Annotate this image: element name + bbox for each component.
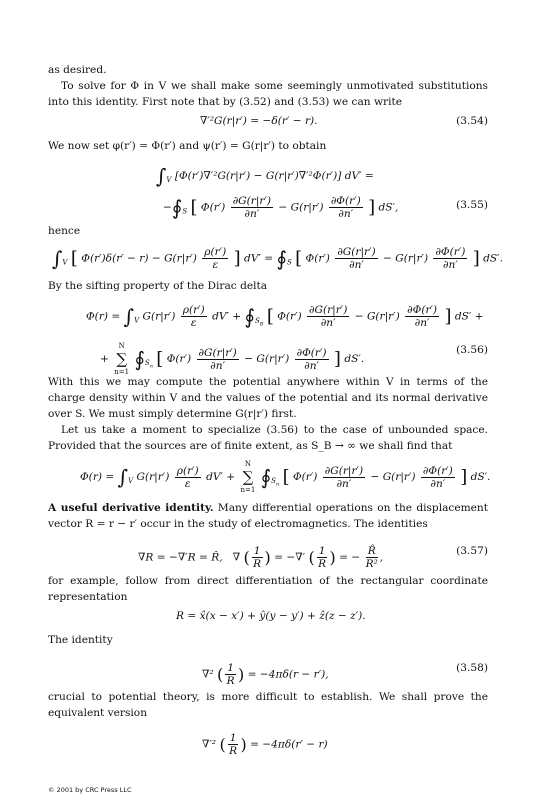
equation-3-55-line1: $\int_V$ [Φ(r′)∇′²G(r|r′) − G(r|r′)∇′²Φ(r′)] dV′ = bbox=[156, 164, 374, 188]
paragraph-hence: hence bbox=[48, 225, 81, 237]
section-heading: A useful derivative identity. bbox=[48, 502, 214, 514]
paragraph-solve-for-phi: To solve for Φ in V we shall make some seemingly unmotivated substitutions into this identity. First note that by (3.52) and (3.53) we can write bbox=[48, 80, 488, 108]
paragraph-derivative-identity: A useful derivative identity. Many differential operations on the displacement vector R = r − r′ occur in the study of electromagnetics. The identities bbox=[48, 502, 489, 530]
equation-3-55-line2: $-∮_S$ [ Φ(r′) $\frac{\partial G(r|r')}{\partial n'}$ − G(r|r′) $\frac{\partial\Phi(r')}{\partial n'}$ ] dS′, (3.55) bbox=[163, 195, 488, 220]
equation-equivalent-version: ∇′² ( $\frac{1}{R}$ ) = −4πδ(r′ − r) bbox=[202, 732, 328, 757]
paragraph-unbounded-space: Let us take a moment to specialize (3.56) to the case of unbounded space. Provided that the sources are of finite extent, as S_B → ∞ we shall find that bbox=[48, 424, 488, 452]
equation-3-57: ∇R = −∇′R = R̂, ∇ ( $\frac{1}{R}$ ) = −∇′ ( $\frac{1}{R}$ ) = − $\frac{R̂}{\text{R²}}$ , (3.57) bbox=[138, 545, 488, 570]
integral-sign: ∫ bbox=[156, 164, 167, 188]
paragraph-sifting: By the sifting property of the Dirac delta bbox=[48, 280, 268, 292]
contour-integral-sign: ∮ bbox=[171, 195, 183, 220]
equation-number-3-58: (3.58) bbox=[456, 662, 488, 674]
paragraph-rectangular: for example, follow from direct differentiation of the rectangular coordinate representation bbox=[48, 575, 488, 603]
paragraph-set-phi: We now set φ(r′) = Φ(r′) and ψ(r′) = G(r|r′) to obtain bbox=[48, 140, 327, 152]
equation-number-3-57: (3.57) bbox=[456, 545, 488, 557]
copyright-footer: © 2001 by CRC Press LLC bbox=[48, 786, 132, 794]
equation-number-3-56: (3.56) bbox=[456, 344, 488, 356]
equation-hence: $\int_V$ [ Φ(r′)δ(r′ − r) − G(r|r′) $\frac{\rho(r')}{\varepsilon}$ ] $dV' = ∮_S$ [ Φ(r′) $\frac{\partial G(r|r')}{\partial n'}$ − G(r|r′) $\frac{\partial\Phi(r')}{\partial n'}$ ] dS′. bbox=[52, 246, 503, 271]
paragraph-compute-potential: With this we may compute the potential anywhere within V in terms of the charge density within V and the values of the potential and its normal derivative over S. We must simply determine G(r|r′) first. bbox=[48, 376, 488, 420]
equation-3-56-line2: + N ∑ n=1 $∮_{S_n}$ [ Φ(r′) $\frac{\partial G(r|r')}{\partial n'}$ − G(r|r′) $\frac{\partial\Phi(r')}{\partial n'}$ ] dS′. (3.56) bbox=[100, 342, 488, 376]
equation-3-56-line1: $\Phi(r) = \int_V$ G(r|r′) $\frac{\rho(r')}{\varepsilon}$ $dV' + ∮_{S_B}$ [ Φ(r′) $\frac{\partial G(r|r')}{\partial n'}$ − G(r|r′) $\frac{\partial\Phi(r')}{\partial n'}$ ] dS′ + bbox=[86, 304, 484, 329]
paragraph-crucial: crucial to potential theory, is more difficult to establish. We shall prove the equivalent version bbox=[48, 691, 488, 719]
paragraph-the-identity: The identity bbox=[48, 634, 113, 646]
equation-R-definition: R = x̂(x − x′) + ŷ(y − y′) + ẑ(z − z′). bbox=[176, 610, 366, 622]
equation-3-55-line1-body: [Φ(r′)∇′²G(r|r′) − G(r|r′)∇′²Φ(r′)] dV′ = bbox=[174, 170, 374, 182]
paragraph-as-desired: as desired. bbox=[48, 64, 107, 76]
equation-3-54-body: ∇′²G(r|r′) = −δ(r′ − r). bbox=[200, 115, 318, 127]
equation-number-3-55: (3.55) bbox=[456, 199, 488, 211]
equation-3-58: ∇² ( $\frac{1}{R}$ ) = −4πδ(r − r′), (3.58) bbox=[202, 662, 488, 687]
equation-3-54 bbox=[48, 115, 488, 131]
equation-number-3-54: (3.54) bbox=[456, 115, 488, 127]
equation-unbounded: $\Phi(r) = \int_V$ G(r|r′) $\frac{\rho(r')}{\varepsilon}$ dV′ + N ∑ n=1 $∮_{S_n}$ [ Φ(r′) $\frac{\partial G(r|r')}{\partial n'}$ − G(r|r′) $\frac{\partial\Phi(r')}{\partial n'}$ ] dS′. bbox=[80, 460, 491, 494]
